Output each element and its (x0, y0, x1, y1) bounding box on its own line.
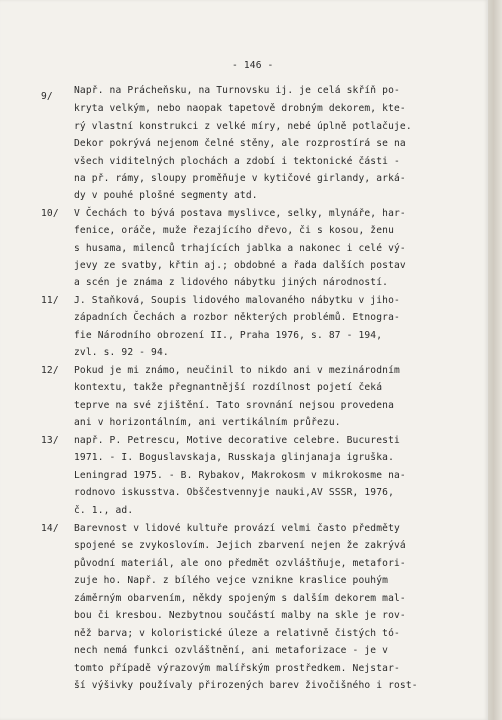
note-9-line: všech viditelných plochách a zdobí i tektonické části - (74, 156, 400, 167)
note-13-line: 1971. - I. Boguslavskaja, Russkaja glinjanaja igruška. (74, 452, 394, 463)
note-12-line: ani v horizontálním, ani vertikálním průřezu. (74, 417, 341, 428)
note-11-line: fie Národního obrození II., Praha 1976, s. 87 - 194, (74, 330, 383, 341)
note-number-10: 10/ (41, 208, 59, 219)
note-number-14: 14/ (41, 523, 59, 534)
note-10-line: fenice, oráče, muže řezajícího dřevo, či s kosou, ženu (74, 225, 394, 236)
note-12-line: teprve na své zjištění. Tato srovnání nejsou provedena (74, 400, 394, 411)
note-13-line: č. 1., ad. (74, 505, 134, 516)
note-12-line: kontextu, takže přegnantnější rozdílnost pojetí čeká (74, 382, 383, 393)
note-14-line: spojené se zvykoslovím. Jejich zbarvení nejen že zakrývá (74, 540, 406, 551)
note-10-line: V Čechách to bývá postava myslivce, selky, mlynáře, har- (74, 208, 406, 219)
note-12-line: Pokud je mi známo, neučinil to nikdo ani v mezinárodním (74, 365, 400, 376)
note-14-line: ší výšivky používaly přirozených barev živočišného i rost- (74, 680, 418, 691)
note-9-line: na př. rámy, sloupy proměňuje v kytičové girlandy, arká- (74, 173, 406, 184)
note-number-9: 9/ (41, 91, 53, 102)
note-14-line: něž barva; v koloristické úleze a relativně čistých tó- (74, 628, 400, 639)
note-10-line: jevy ze svatby, křtin aj.; obdobné a řada dalších postav (74, 260, 406, 271)
note-13-line: Leningrad 1975. - B. Rybakov, Makrokosm v mikrokosme na- (74, 470, 406, 481)
note-9-line: Např. na Prácheňsku, na Turnovsku ij. je celá skříň po- (74, 85, 400, 96)
note-14-line: záměrným obarvením, někdy spojeným s dalším dekorem mal- (74, 593, 406, 604)
note-13-line: rodnovo iskusstva. Obščestvennyje nauki,AV SSSR, 1976, (74, 487, 394, 498)
note-9-line: kryta velkým, nebo naopak tapetově drobným dekorem, kte- (74, 103, 406, 114)
page-number: - 146 - (232, 60, 274, 71)
note-14-line: tomto případě výrazovým malířským prostředkem. Nejstar- (74, 663, 400, 674)
note-14-line: původní materiál, ale ono předmět ozvláštňuje, metafori- (74, 558, 406, 569)
note-10-line: a scén je známa z lidového nábytku jiných národností. (74, 277, 389, 288)
note-14-line: zuje ho. Např. z bílého vejce vznikne kraslice pouhým (74, 575, 389, 586)
note-number-13: 13/ (41, 435, 59, 446)
note-14-line: nech nemá funkci ozvláštnění, ani metaforizace - je v (74, 645, 389, 656)
note-9-line: dy v pouhé plošné segmenty atd. (74, 190, 258, 201)
note-14-line: Barevnost v lidové kultuře provází velmi často předměty (74, 523, 400, 534)
page-edge (488, 0, 502, 720)
note-11-line: západních Čechách a rozbor některých problémů. Etnogra- (74, 312, 400, 323)
note-9-line: rý vlastní konstrukci z velké míry, nebé úplně potlačuje. (74, 121, 412, 132)
note-9-line: Dekor pokrývá nejenom čelné stěny, ale rozprostírá se na (74, 138, 406, 149)
note-number-12: 12/ (41, 365, 59, 376)
note-11-line: zvl. s. 92 - 94. (74, 347, 169, 358)
note-number-11: 11/ (41, 295, 59, 306)
note-11-line: J. Staňková, Soupis lidového malovaného nábytku v jiho- (74, 295, 400, 306)
note-13-line: např. P. Petrescu, Motive decorative celebre. Bucuresti (74, 435, 400, 446)
note-10-line: s husama, milenců trhajících jablka a nakonec i celé vý- (74, 243, 406, 254)
note-14-line: bou či kresbou. Nezbytnou součástí malby na skle je rov- (74, 610, 406, 621)
